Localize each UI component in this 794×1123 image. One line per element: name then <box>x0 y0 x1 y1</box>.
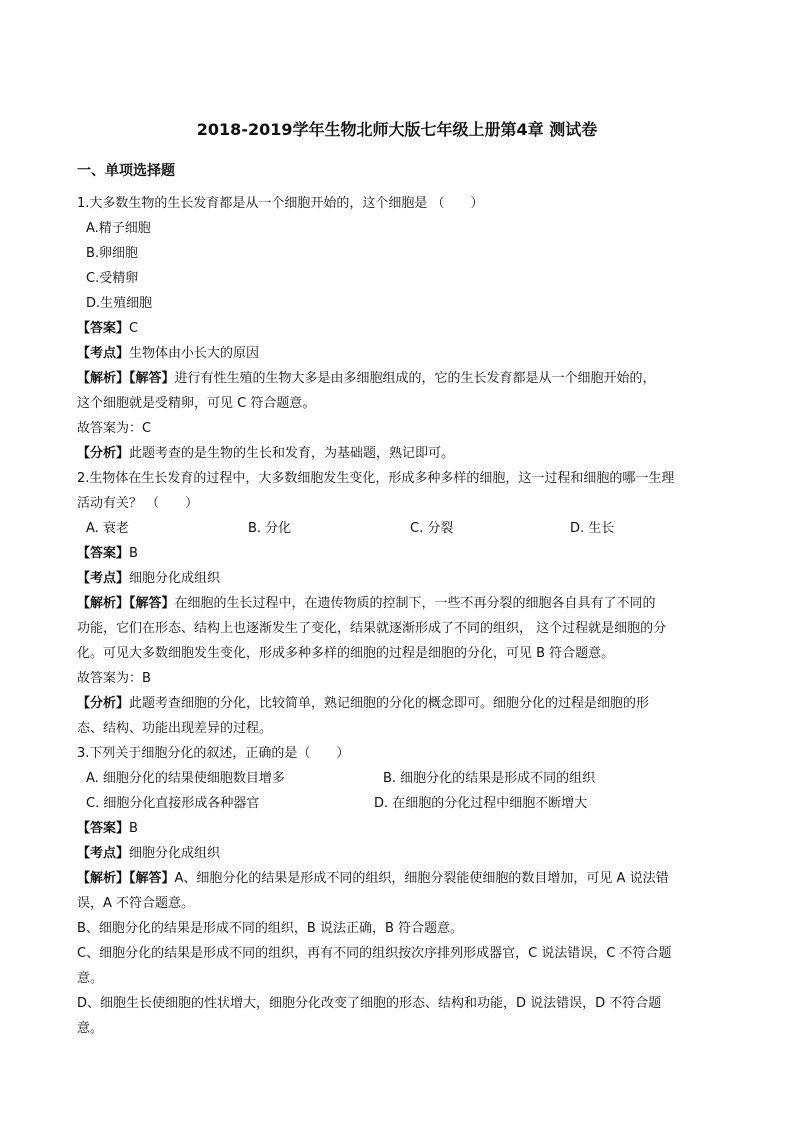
q1-stem: 1.大多数生物的生长发育都是从一个细胞开始的，这个细胞是 （ ） <box>77 196 484 211</box>
q2-analysis-line-2: 功能，它们在形态、结构上也逐渐发生了变化，结果就逐渐形成了不同的组织， 这个过程就是细胞的分 <box>77 621 667 636</box>
analysis-tag: 【解析】【解答】 <box>77 596 175 611</box>
point-tag: 【考点】 <box>77 846 130 861</box>
q2-stem-line-1: 2.生物体在生长发育的过程中，大多数细胞发生变化，形成多种多样的细胞，这一过程和细胞的哪一生理 <box>77 471 675 486</box>
q1-point <box>77 345 727 363</box>
q3-option-d: D. 在细胞的分化过程中细胞不断增大 <box>374 796 588 811</box>
document-title: 2018-2019学年生物北师大版七年级上册第4章 测试卷 <box>196 120 598 139</box>
q3-analysis-line-2: 误，A 不符合题意。 <box>77 896 195 911</box>
q3-point <box>77 845 727 863</box>
q1-option-d: D.生殖细胞 <box>86 296 153 311</box>
q1-final-answer: 故答案为：C <box>77 421 152 436</box>
analysis-tag: 【解析】【解答】 <box>77 871 175 886</box>
answer-tag: 【答案】 <box>77 821 130 836</box>
q1-analysis-line-1 <box>77 370 727 388</box>
answer-value: B <box>129 546 138 561</box>
analysis-tag: 【解析】【解答】 <box>77 371 175 386</box>
point-value: 细胞分化成组织 <box>129 846 221 861</box>
point-tag: 【考点】 <box>77 346 130 361</box>
q2-option-d: D. 生长 <box>570 521 615 536</box>
analysis-text: A、细胞分化的结果是形成不同的组织，细胞分裂能使细胞的数目增加，可见 A 说法错 <box>174 871 669 886</box>
point-tag: 【考点】 <box>77 571 130 586</box>
comment-tag: 【分析】 <box>77 696 130 711</box>
point-value: 生物体由小长大的原因 <box>129 346 260 361</box>
q2-option-c: C. 分裂 <box>410 521 454 536</box>
answer-tag: 【答案】 <box>77 321 130 336</box>
q1-comment <box>77 445 727 463</box>
q3-option-a: A. 细胞分化的结果使细胞数目增多 <box>86 771 285 786</box>
q1-analysis-line-2: 这个细胞就是受精卵，可见 C 符合题意。 <box>77 396 316 411</box>
q3-option-c: C. 细胞分化直接形成各种器官 <box>86 796 260 811</box>
q2-option-a: A. 衰老 <box>86 521 129 536</box>
q1-option-a: A.精子细胞 <box>86 221 151 236</box>
q2-option-b: B. 分化 <box>248 521 292 536</box>
q2-comment-line-1 <box>77 695 727 713</box>
q3-option-b: B. 细胞分化的结果是形成不同的组织 <box>383 771 596 786</box>
q3-analysis-line-4: C、细胞分化的结果是形成不同的组织，再有不同的组织按次序排列形成器官，C 说法错误，C 不符合题 <box>77 946 672 961</box>
q2-final-answer: 故答案为：B <box>77 671 151 686</box>
q3-analysis-line-1 <box>77 870 727 888</box>
q1-option-c: C.受精卵 <box>86 271 139 286</box>
q2-stem-line-2: 活动有关？ （ ） <box>77 496 199 511</box>
q3-stem: 3.下列关于细胞分化的叙述，正确的是（ ） <box>77 746 350 761</box>
q3-analysis-line-5: 意。 <box>77 971 104 986</box>
q1-option-b: B.卵细胞 <box>86 246 139 261</box>
q3-analysis-line-6: D、细胞生长使细胞的性状增大，细胞分化改变了细胞的形态、结构和功能，D 说法错误，D 不符合题 <box>77 996 662 1011</box>
answer-tag: 【答案】 <box>77 546 130 561</box>
comment-text: 此题考查的是生物的生长和发育，为基础题，熟记即可。 <box>129 446 455 461</box>
q3-answer <box>77 820 727 838</box>
q3-analysis-line-7: 意。 <box>77 1021 104 1036</box>
comment-text: 此题考查细胞的分化，比较简单，熟记细胞的分化的概念即可。细胞分化的过程是细胞的形 <box>129 696 650 711</box>
q2-analysis-line-1 <box>77 595 727 613</box>
answer-value: B <box>129 821 138 836</box>
analysis-text: 在细胞的生长过程中，在遗传物质的控制下，一些不再分裂的细胞各自具有了不同的 <box>174 596 656 611</box>
q2-point <box>77 570 727 588</box>
q2-comment-line-2: 态、结构、功能出现差异的过程。 <box>77 721 273 736</box>
analysis-text: 进行有性生殖的生物大多是由多细胞组成的，它的生长发育都是从一个细胞开始的， <box>174 371 656 386</box>
q3-analysis-line-3: B、细胞分化的结果是形成不同的组织，B 说法正确，B 符合题意。 <box>77 921 464 936</box>
answer-value: C <box>129 321 139 336</box>
q2-answer <box>77 545 727 563</box>
q1-answer <box>77 320 727 338</box>
q2-analysis-line-3: 化。可见大多数细胞发生变化，形成多种多样的细胞的过程是细胞的分化，可见 B 符合题意。 <box>77 646 615 661</box>
point-value: 细胞分化成组织 <box>129 571 221 586</box>
comment-tag: 【分析】 <box>77 446 130 461</box>
section-heading: 一、单项选择题 <box>77 163 175 179</box>
